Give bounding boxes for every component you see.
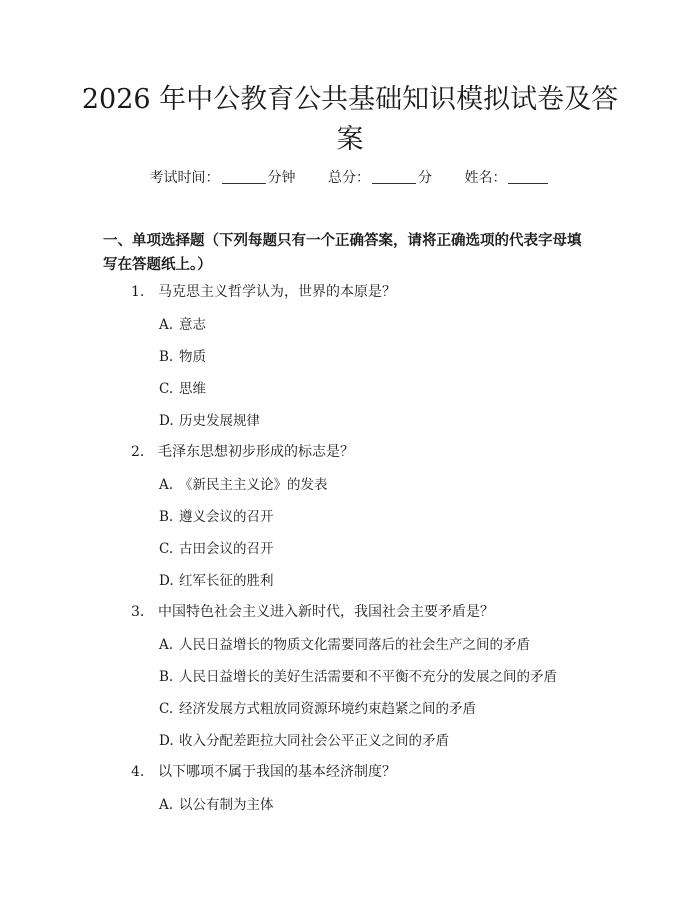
exam-time-field xyxy=(150,167,296,187)
question-1-option-c xyxy=(159,377,206,397)
question-number: 1. xyxy=(131,284,145,300)
question-number: 2. xyxy=(131,444,145,460)
question-text: 以下哪项不属于我国的基本经济制度？ xyxy=(158,764,396,780)
option-text: 思维 xyxy=(179,381,206,397)
option-text: 以公有制为主体 xyxy=(179,797,274,813)
option-text: 意志 xyxy=(179,317,206,333)
question-3-option-c xyxy=(159,697,476,717)
question-text: 中国特色社会主义进入新时代，我国社会主要矛盾是？ xyxy=(158,604,494,620)
exam-time-blank xyxy=(222,169,266,184)
question-text: 马克思主义哲学认为，世界的本原是？ xyxy=(158,284,396,300)
name-label: 姓名： xyxy=(464,170,507,186)
option-letter: D. xyxy=(159,413,174,429)
option-letter: A. xyxy=(159,477,174,493)
exam-info-line xyxy=(0,167,700,187)
option-letter: A. xyxy=(159,797,174,813)
option-letter: A. xyxy=(159,317,174,333)
option-text: 收入分配差距拉大同社会公平正义之间的矛盾 xyxy=(179,733,449,749)
question-text: 毛泽东思想初步形成的标志是？ xyxy=(158,444,354,460)
option-text: 《新民主主义论》的发表 xyxy=(179,477,328,493)
question-3 xyxy=(131,601,494,621)
question-2-option-d xyxy=(159,569,274,589)
option-letter: D. xyxy=(159,573,174,589)
question-1-option-a xyxy=(159,313,206,333)
option-text: 古田会议的召开 xyxy=(179,541,274,557)
question-2 xyxy=(131,441,354,461)
question-2-option-b xyxy=(159,505,274,525)
question-3-option-a xyxy=(159,633,530,653)
option-text: 物质 xyxy=(179,349,206,365)
option-letter: C. xyxy=(159,381,174,397)
exam-time-label: 考试时间： xyxy=(149,170,220,186)
option-letter: A. xyxy=(159,637,174,653)
option-letter: B. xyxy=(159,349,174,365)
question-3-option-d xyxy=(159,729,449,749)
option-text: 经济发展方式粗放同资源环境约束趋紧之间的矛盾 xyxy=(179,701,476,717)
question-1-option-d xyxy=(159,409,260,429)
option-text: 遵义会议的召开 xyxy=(179,509,274,525)
question-1 xyxy=(131,281,396,301)
option-text: 红军长征的胜利 xyxy=(179,573,274,589)
name-field xyxy=(464,167,550,187)
option-text: 历史发展规律 xyxy=(179,413,260,429)
option-letter: D. xyxy=(159,733,174,749)
question-1-option-b xyxy=(159,345,206,365)
page-title-line-2: 案 xyxy=(336,124,364,155)
question-number: 4. xyxy=(131,764,145,780)
total-score-field xyxy=(328,167,432,187)
total-score-blank xyxy=(372,169,416,184)
total-score-label: 总分： xyxy=(328,170,370,186)
name-blank xyxy=(508,169,548,184)
option-letter: C. xyxy=(159,701,174,717)
option-letter: C. xyxy=(159,541,174,557)
total-score-unit: 分 xyxy=(418,170,432,186)
option-letter: B. xyxy=(159,669,174,685)
option-text: 人民日益增长的美好生活需要和不平衡不充分的发展之间的矛盾 xyxy=(179,669,557,685)
question-2-option-c xyxy=(159,537,274,557)
question-3-option-b xyxy=(159,665,557,685)
option-text: 人民日益增长的物质文化需要同落后的社会生产之间的矛盾 xyxy=(179,637,530,653)
section-heading: 一、单项选择题（下列每题只有一个正确答案，请将正确选项的代表字母填写在答题纸上。） xyxy=(103,233,582,273)
option-letter: B. xyxy=(159,509,174,525)
page-title-line-1: 2026 年中公教育公共基础知识模拟试卷及答 xyxy=(81,84,619,115)
exam-time-unit: 分钟 xyxy=(267,170,296,186)
question-number: 3. xyxy=(131,604,145,620)
question-4 xyxy=(131,761,396,781)
question-2-option-a xyxy=(159,473,328,493)
question-4-option-a xyxy=(159,793,274,813)
